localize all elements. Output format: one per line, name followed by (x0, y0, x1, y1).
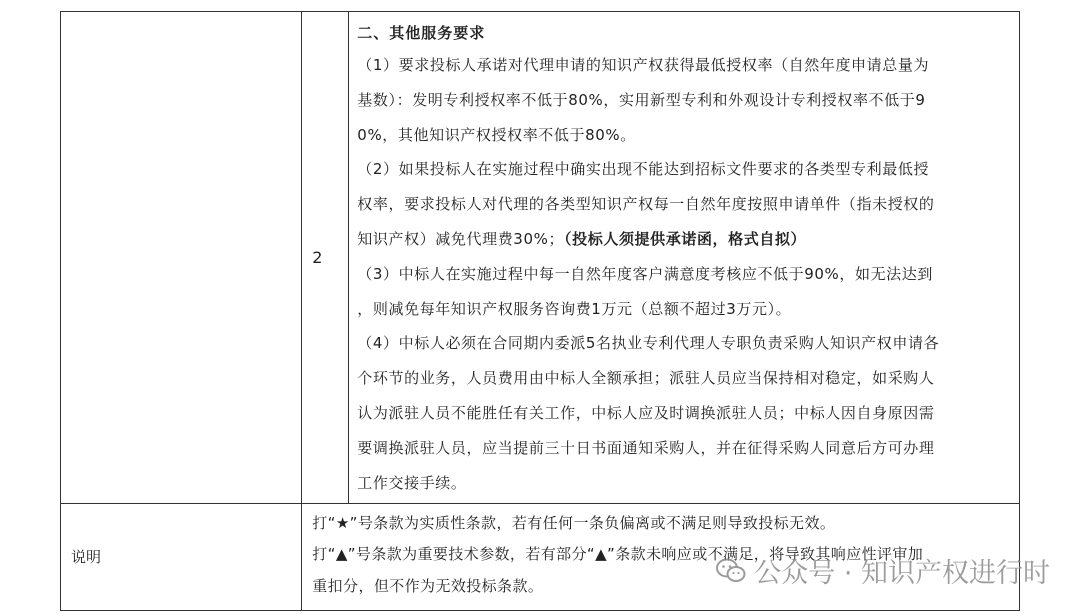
clause-1-line-3: 0%，其他知识产权授权率不低于80%。 (357, 125, 636, 144)
requirements-cell (349, 12, 1020, 504)
note-line-2: 打“▲”号条款为重要技术参数，若有部分“▲”条款未响应或不满足，将导致其响应性评审加 (312, 545, 924, 564)
watermark-text: 公众号 · 知识产权进行时 (754, 558, 1050, 589)
clause-4-line-4: 要调换派驻人员，应当提前三十日书面通知采购人，并在征得采购人同意后方可办理 (357, 438, 935, 457)
clause-4-line-2: 个环节的业务，人员费用由中标人全额承担；派驻人员应当保持相对稳定，如采购人 (357, 369, 935, 388)
table-row (61, 12, 1020, 504)
clause-2-plain-text: 知识产权）减免代理费30%； (357, 229, 565, 248)
note-line-3: 重扣分，但不作为无效投标条款。 (312, 576, 544, 595)
section-title: 二、其他服务要求 (357, 24, 486, 42)
clause-3-line-2: ，则减免每年知识产权服务咨询费1万元（总额不超过3万元）。 (357, 299, 792, 318)
clause-2-line-3 (357, 222, 1011, 257)
clause-4-line-1: （4）中标人必须在合同期内委派5名执业专利代理人专职负责采购人知识产权申请各 (357, 334, 940, 353)
clause-2-line-2: 权率，要求投标人对代理的各类型知识产权每一自然年度按照申请单件（指未授权的 (357, 195, 935, 214)
empty-cell (61, 12, 302, 504)
clause-2-bold-text: （投标人须提供承诺函，格式自拟） (564, 229, 807, 248)
watermark (716, 551, 1050, 590)
note-label: 说明 (61, 503, 302, 610)
row-number: 2 (302, 12, 349, 504)
wechat-icon (716, 558, 746, 584)
clause-4-line-5: 工作交接手续。 (357, 473, 467, 492)
clause-4-line-3: 认为派驻人员不能胜任有关工作，中标人应及时调换派驻人员；中标人因自身原因需 (357, 403, 935, 422)
clause-1-line-1: （1）要求投标人承诺对代理申请的知识产权获得最低授权率（自然年度申请总量为 (357, 56, 930, 74)
clause-1-line-2: 基数）：发明专利授权率不低于80%，实用新型专利和外观设计专利授权率不低于9 (357, 90, 926, 109)
clause-2-line-1: （2）如果投标人在实施过程中确实出现不能达到招标文件要求的各类型专利最低授 (357, 160, 930, 179)
note-line-1: 打“★”号条款为实质性条款，若有任何一条负偏离或不满足则导致投标无效。 (312, 513, 836, 532)
clause-3-line-1: （3）中标人在实施过程中每一自然年度客户满意度考核应不低于90%，如无法达到 (357, 264, 933, 283)
requirements-table (60, 11, 1020, 611)
